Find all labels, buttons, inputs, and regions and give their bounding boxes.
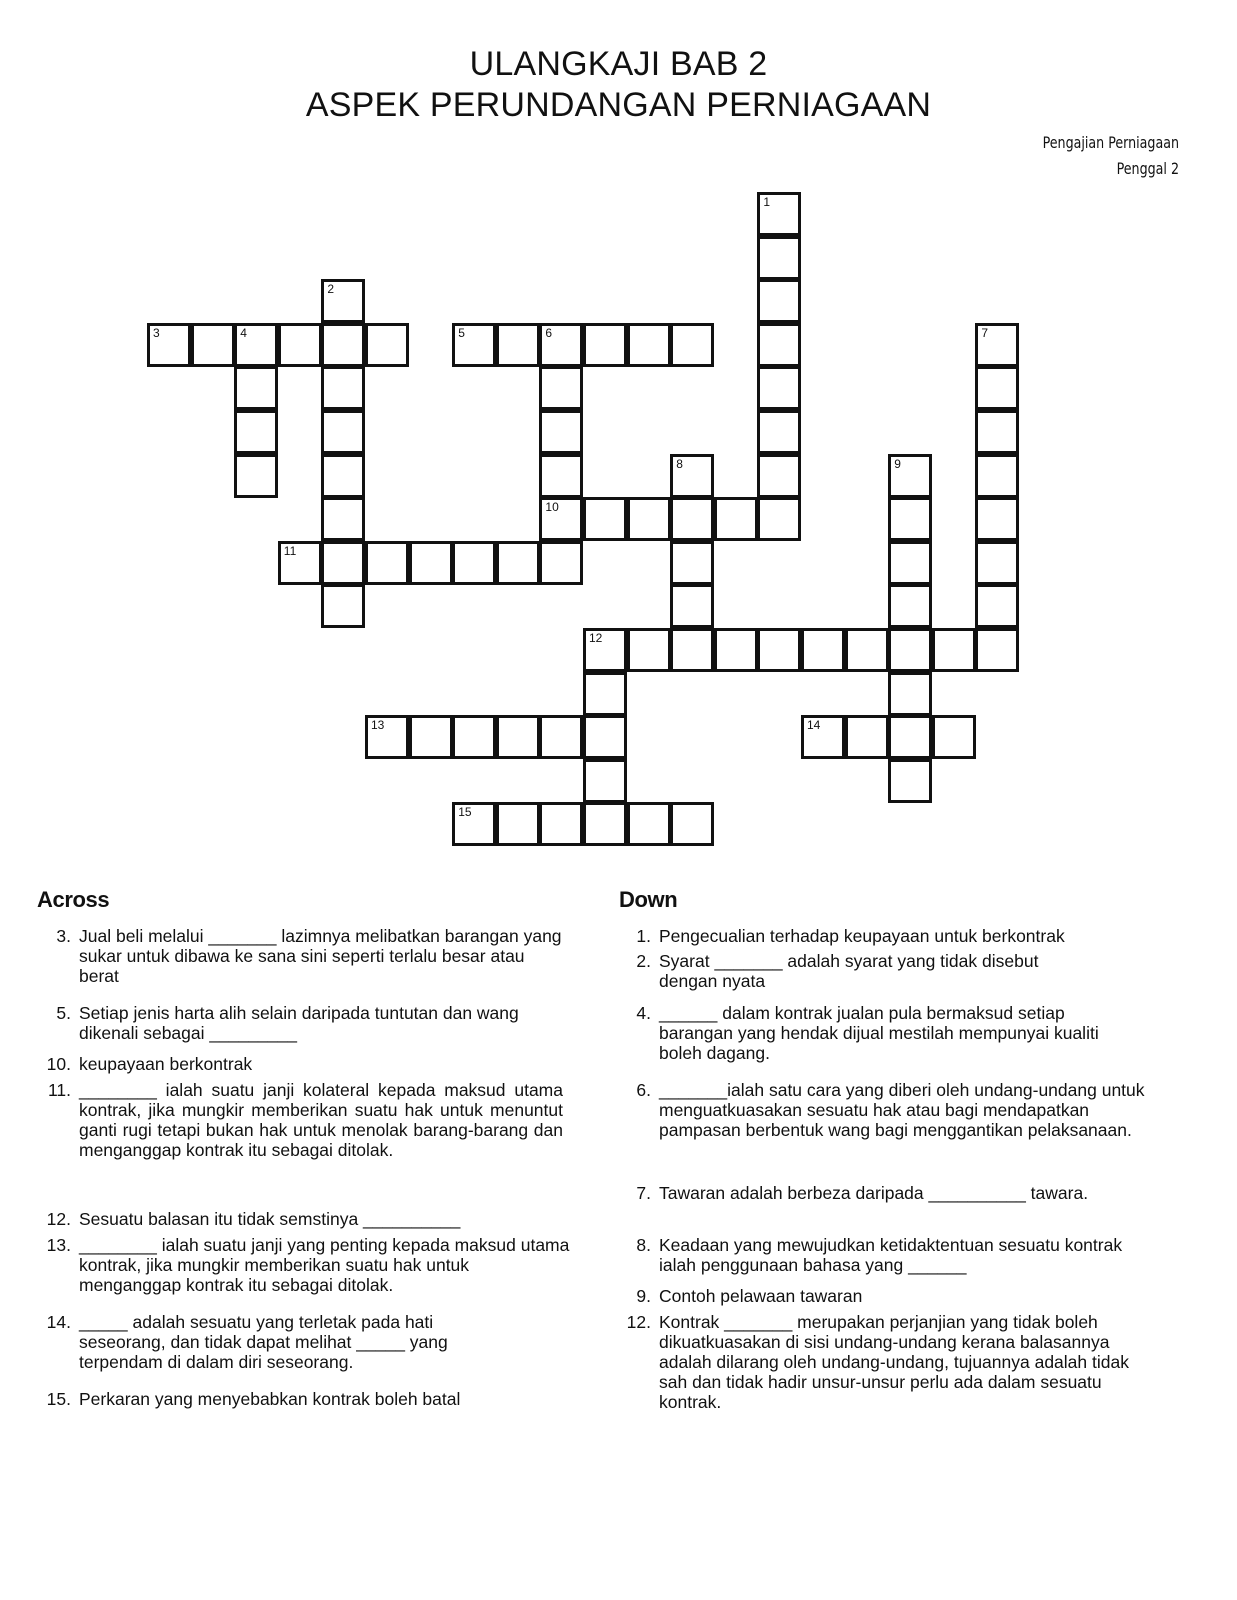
across-clue [37,1054,559,1074]
crossword-cell[interactable] [583,497,627,541]
clue-text: _____ adalah sesuatu yang terletak pada hati seseorang, dan tidak dapat melihat _____ yang terpendam di dalam diri seseorang. [79,1312,448,1372]
crossword-cell[interactable] [888,672,932,716]
cell-number: 9 [894,456,901,471]
clue-number: 7. [636,1183,651,1203]
crossword-cell[interactable] [539,410,583,454]
clue-text: ______ dalam kontrak jualan pula bermaksud setiap barangan yang hendak dijual mestilah mempunyai kualiti boleh dagang. [659,1003,1099,1063]
crossword-cell[interactable] [321,323,365,367]
crossword-cell[interactable] [975,410,1019,454]
crossword-cell[interactable] [409,541,453,585]
crossword-cell[interactable] [757,279,801,323]
down-clue [617,1003,1129,1063]
crossword-cell[interactable] [627,497,671,541]
cell-number: 14 [807,718,821,733]
clue-text: Keadaan yang mewujudkan ketidaktentuan sesuatu kontrak ialah penggunaan bahasa yang ______ [659,1235,1123,1275]
crossword-cell[interactable] [714,497,758,541]
crossword-cell[interactable] [975,628,1019,672]
clue-text: ________ ialah suatu janji kolateral kepada maksud utama kontrak, jika mungkir memberikan suatu hak untuk menuntut ganti rugi tetapi bukan hak untuk menolak barang-barang dan menganggap kontrak itu sebagai ditolak. [79,1080,563,1160]
clue-number: 8. [636,1235,651,1255]
crossword-cell[interactable] [496,802,540,846]
crossword-cell[interactable] [670,323,714,367]
across-clue [37,1080,563,1160]
crossword-cell[interactable] [757,323,801,367]
clue-text: Tawaran adalah berbeza daripada __________ tawara. [659,1183,1089,1203]
clue-number: 10. [46,1054,71,1074]
clue-number: 14. [46,1312,71,1332]
crossword-cell[interactable] [975,541,1019,585]
crossword-cell[interactable] [191,323,235,367]
clue-text: Setiap jenis harta alih selain daripada tuntutan dan wang dikenali sebagai _________ [79,1003,519,1043]
crossword-cell[interactable] [888,541,932,585]
crossword-cell[interactable] [627,802,671,846]
cell-number: 7 [981,325,989,340]
clue-text: _______ialah satu cara yang diberi oleh undang-undang untuk menguatkuasakan sesuatu hak atau bagi mendapatkan pampasan berbentuk wang bagi menggantikan pelaksanaan. [659,1080,1145,1140]
cell-number: 10 [545,500,559,515]
crossword-cell[interactable] [539,454,583,498]
crossword-cell[interactable] [975,584,1019,628]
across-clue [37,1209,569,1229]
crossword-cell[interactable] [888,759,932,803]
crossword-cell[interactable] [452,541,496,585]
down-clue [617,1235,1129,1275]
crossword-cell[interactable] [583,715,627,759]
clue-text: Jual beli melalui _______ lazimnya melibatkan barangan yang sukar untuk dibawa ke sana sini seperti terlalu besar atau berat [79,926,562,986]
crossword-cell[interactable] [670,584,714,628]
crossword-cell[interactable] [321,410,365,454]
crossword-cell[interactable] [365,541,409,585]
cell-number: 1 [763,195,771,209]
clue-text: Syarat _______ adalah syarat yang tidak disebut dengan nyata [659,951,1039,991]
crossword-cell[interactable] [670,802,714,846]
crossword-cell[interactable] [583,672,627,716]
crossword-cell[interactable] [845,628,889,672]
clue-number: 15. [46,1389,71,1409]
crossword-cell[interactable] [278,323,322,367]
across-heading: Across [37,887,110,912]
crossword-cell[interactable] [801,628,845,672]
crossword-cell[interactable] [539,541,583,585]
crossword-cell[interactable] [452,715,496,759]
crossword-cell[interactable] [496,715,540,759]
title-line-1: ULANGKAJI BAB 2 [469,45,768,83]
cell-number: 15 [458,805,472,820]
crossword-cell[interactable] [627,323,671,367]
clue-number: 12. [46,1209,71,1229]
down-clue [617,951,1099,991]
crossword-cell[interactable] [234,410,278,454]
crossword-cell[interactable] [234,454,278,498]
across-clue [37,1235,571,1295]
crossword-cell[interactable] [714,628,758,672]
cell-number: 4 [240,325,247,340]
crossword-cell[interactable] [845,715,889,759]
clue-number: 12. [626,1312,651,1332]
crossword-cell[interactable] [757,410,801,454]
cell-number: 11 [283,543,297,558]
across-clue [37,1389,559,1409]
down-clue [617,1080,1149,1140]
cell-number: 6 [545,325,553,340]
down-heading: Down [619,887,678,912]
cell-number: 8 [676,456,683,471]
clue-text: Kontrak _______ merupakan perjanjian yang tidak boleh dikuatkuasakan di sisi undang-undang kerana balasannya adalah dilarang oleh undang-undang, tujuannya adalah tidak sah dan tidak hadir unsur-unsur perlu ada dalam sesuatu kontrak. [659,1312,1129,1412]
clue-number: 4. [636,1003,651,1023]
crossword-cell[interactable] [409,715,453,759]
clue-number: 5. [56,1003,71,1023]
crossword-cell[interactable] [583,802,627,846]
crossword-cell[interactable] [583,323,627,367]
cell-number: 5 [458,325,465,340]
clue-number: 9. [636,1286,651,1306]
crossword-cell[interactable] [670,497,714,541]
down-clue [617,1312,1155,1412]
crossword-cell[interactable] [321,454,365,498]
crossword-cell[interactable] [539,366,583,410]
crossword-cell[interactable] [888,715,932,759]
crossword-cell[interactable] [975,454,1019,498]
crossword-cell[interactable] [321,366,365,410]
crossword-cell[interactable] [583,759,627,803]
clue-number: 11. [47,1080,71,1100]
down-clue [617,926,1159,946]
clue-number: 6. [636,1080,651,1100]
crossword-cell[interactable] [627,628,671,672]
crossword-cell[interactable] [321,584,365,628]
crossword-cell[interactable] [975,366,1019,410]
title-line-2: ASPEK PERUNDANGAN PERNIAGAAN [305,86,932,124]
crossword-cell[interactable] [975,497,1019,541]
crossword-cell[interactable] [757,497,801,541]
crossword-cell[interactable] [932,715,976,759]
crossword-cell[interactable] [932,628,976,672]
crossword-cell[interactable] [757,454,801,498]
crossword-cell[interactable] [670,628,714,672]
crossword-cell[interactable] [757,628,801,672]
cell-number: 2 [327,282,335,297]
clue-text: keupayaan berkontrak [79,1054,253,1074]
crossword-cell[interactable] [670,541,714,585]
crossword-cell[interactable] [888,497,932,541]
across-clue [37,926,569,986]
crossword-cell[interactable] [496,541,540,585]
crossword-cell[interactable] [321,497,365,541]
clue-text: Contoh pelawaan tawaran [659,1286,863,1306]
term-label: Penggal 2 [1116,159,1179,178]
cell-number: 12 [589,631,603,645]
down-clue [617,1286,1119,1306]
clue-text: Sesuatu balasan itu tidak semstinya __________ [79,1209,461,1229]
clue-text: Pengecualian terhadap keupayaan untuk berkontrak [659,926,1065,946]
across-clue [37,1003,537,1043]
clue-number: 3. [56,926,71,946]
crossword-cell[interactable] [234,366,278,410]
crossword-cell[interactable] [888,628,932,672]
cell-number: 3 [153,325,160,340]
crossword-cell[interactable] [539,802,583,846]
clue-number: 13. [46,1235,71,1255]
crossword-cell[interactable] [539,715,583,759]
clue-text: Perkaran yang menyebabkan kontrak boleh batal [79,1389,461,1409]
crossword-cell[interactable] [321,541,365,585]
across-clue [37,1312,509,1372]
crossword-cell[interactable] [365,323,409,367]
crossword-cell[interactable] [757,236,801,280]
subject-label: Pengajian Perniagaan [1042,133,1179,152]
cell-number: 13 [371,718,385,733]
clue-number: 1. [636,926,651,946]
clue-number: 2. [636,951,651,971]
clue-text: ________ ialah suatu janji yang penting kepada maksud utama kontrak, jika mungkir memberikan suatu hak untuk menganggap kontrak itu sebagai ditolak. [79,1235,570,1295]
crossword-cell[interactable] [757,366,801,410]
crossword-cell[interactable] [496,323,540,367]
crossword-cell[interactable] [888,584,932,628]
down-clue [617,1183,1089,1203]
